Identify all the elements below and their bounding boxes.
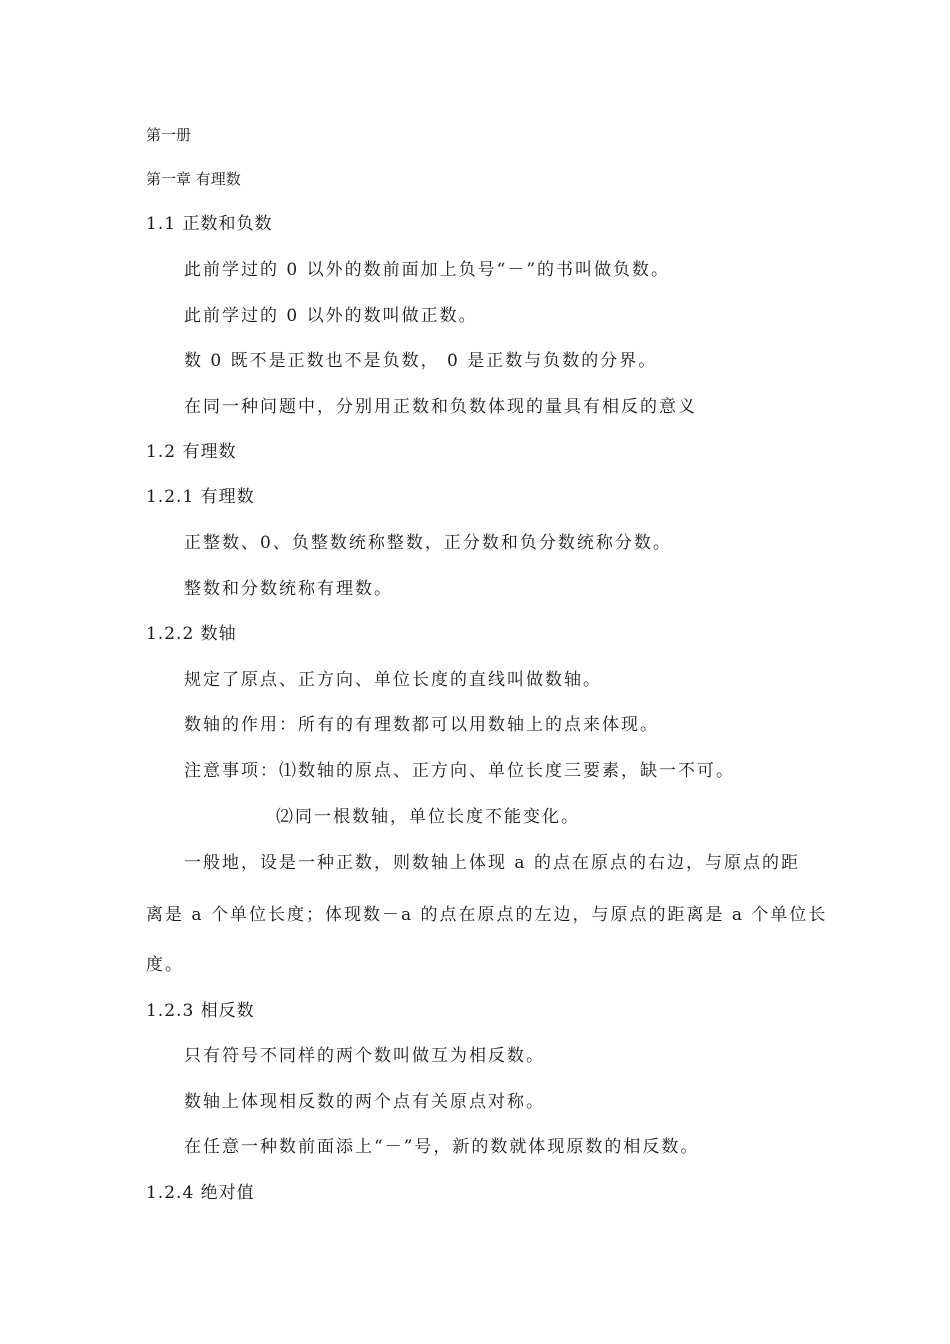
- paragraph: 正整数、0、负整数统称整数，正分数和负分数统称分数。: [184, 533, 672, 553]
- chapter-title: 第一章 有理数: [146, 170, 241, 188]
- section-heading-1-2-2: 1.2.2 数轴: [146, 624, 237, 644]
- paragraph-continuation: 离是 a 个单位长度；体现数－a 的点在原点的左边，与原点的距离是 a 个单位长: [146, 905, 828, 925]
- paragraph: ⑵同一根数轴，单位长度不能变化。: [276, 807, 580, 827]
- paragraph: 数 0 既不是正数也不是负数， 0 是正数与负数的分界。: [184, 351, 658, 371]
- paragraph: 注意事项：⑴数轴的原点、正方向、单位长度三要素，缺一不可。: [184, 761, 735, 781]
- paragraph: 在任意一种数前面添上“－”号，新的数就体现原数的相反数。: [184, 1137, 700, 1157]
- volume-label: 第一册: [146, 126, 192, 144]
- section-heading-1-2-4: 1.2.4 绝对值: [146, 1183, 255, 1203]
- paragraph-continuation: 度。: [146, 955, 184, 975]
- paragraph: 规定了原点、正方向、单位长度的直线叫做数轴。: [184, 670, 602, 690]
- paragraph: 在同一种问题中，分别用正数和负数体现的量具有相反的意义: [184, 397, 697, 417]
- paragraph: 一般地，设是一种正数，则数轴上体现 a 的点在原点的右边，与原点的距: [184, 853, 800, 873]
- paragraph: 此前学过的 0 以外的数叫做正数。: [184, 306, 478, 326]
- section-heading-1-2-1: 1.2.1 有理数: [146, 487, 255, 507]
- paragraph: 只有符号不同样的两个数叫做互为相反数。: [184, 1046, 545, 1066]
- paragraph: 整数和分数统称有理数。: [184, 579, 393, 599]
- section-heading-1-1: 1.1 正数和负数: [146, 214, 273, 234]
- paragraph: 数轴上体现相反数的两个点有关原点对称。: [184, 1092, 545, 1112]
- section-heading-1-2: 1.2 有理数: [146, 442, 237, 462]
- paragraph: 数轴的作用：所有的有理数都可以用数轴上的点来体现。: [184, 715, 659, 735]
- section-heading-1-2-3: 1.2.3 相反数: [146, 1001, 255, 1021]
- paragraph: 此前学过的 0 以外的数前面加上负号“－”的书叫做负数。: [184, 260, 671, 280]
